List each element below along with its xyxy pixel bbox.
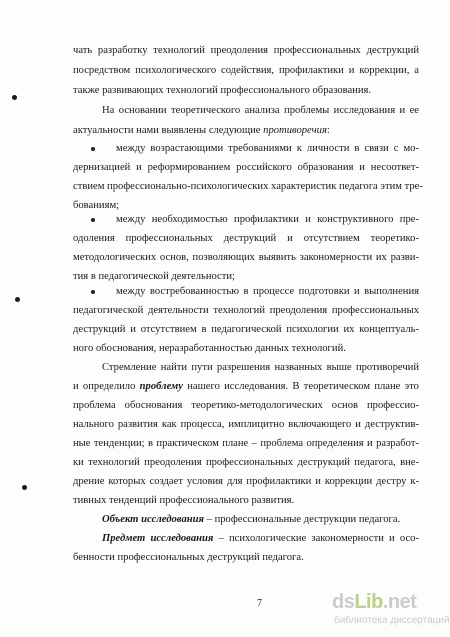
body-text-line: ки технологий преодоления профессиональных деструкций педагога, вне- <box>73 457 419 468</box>
list-item-line: между востребованностью в процессе подготовки и выполнения <box>116 286 419 297</box>
list-item-line: тия в педагогической деятельности; <box>73 271 235 282</box>
subject-text: – психологические закономерности и осо- <box>213 533 419 544</box>
bullet-icon <box>91 147 95 151</box>
body-text-line: чать разработку технологий преодоления профессиональных деструкций <box>73 45 419 56</box>
subject-term: Предмет исследования <box>102 533 214 544</box>
body-text-line: На основании теоретического анализа проблемы исследования и ее <box>102 105 419 116</box>
list-item-line: между возрастающими требованиями к личности в связи с мо- <box>116 143 419 154</box>
body-text-line: ные тенденции; в практическом плане – проблема определения и разработ- <box>73 438 419 449</box>
list-item-line: методологических основ, позволяющих выявить закономерности их разви- <box>73 252 419 263</box>
list-item-line: бованиям; <box>73 200 120 211</box>
list-item-line: дернизацией и реформированием российского образования и несоответ- <box>73 162 419 173</box>
object-term: Объект исследования <box>102 514 204 525</box>
list-item-line: ного обоснования, неразработанностью данных технологий. <box>73 343 346 354</box>
text-run: : <box>326 125 330 136</box>
object-of-study-line <box>102 513 400 526</box>
body-text-line: тивных тенденций профессионального развития. <box>73 495 295 506</box>
logo-lib: Lib <box>354 591 383 613</box>
body-text-line: нального развития как процесса, имплицитно включающего и деструктив- <box>73 419 419 430</box>
emphasized-term: проблему <box>139 381 183 392</box>
list-item-line: одоления профессиональных деструкций и отсутствием теоретико- <box>73 233 419 244</box>
body-text-line: также развивающих технологий профессионального образования. <box>73 85 372 96</box>
punch-hole-mark <box>15 297 20 302</box>
logo-net: .net <box>382 591 417 613</box>
punch-hole-mark <box>22 485 27 490</box>
body-text-line <box>73 380 419 393</box>
logo-ds: ds <box>332 591 355 613</box>
page-number: 7 <box>257 598 262 609</box>
text-run: актуальности нами выявлены следующие <box>73 125 264 136</box>
list-item-line: деструкций и отсутствием в педагогической психологии их концептуаль- <box>73 324 419 335</box>
body-text-line: Стремление найти пути разрешения названных выше противоречий <box>102 362 419 373</box>
body-text-line: посредством психологического содействия, профилактики и коррекции, а <box>73 65 419 76</box>
watermark-logo <box>332 591 450 631</box>
subject-of-study-line <box>102 532 419 545</box>
emphasized-term: противоречия <box>263 125 327 136</box>
text-run: нашего исследования. В теоретическом плане это <box>183 381 419 392</box>
body-text-line <box>73 124 330 137</box>
bullet-icon <box>91 218 95 222</box>
list-item-line: между необходимостью профилактики и конструктивного пре- <box>116 214 419 225</box>
watermark-subtitle: библиотека диссертаций <box>334 615 450 626</box>
text-run: и определило <box>73 381 140 392</box>
subject-of-study-line: бенности профессиональных деструкций педагога. <box>73 552 304 563</box>
list-item-line: ствием профессионально-психологических характеристик педагога этим тре- <box>73 181 423 192</box>
body-text-line: дрение которых создает условия для профилактики и коррекции дестру к- <box>73 476 419 487</box>
watermark-logo-text <box>332 591 416 614</box>
list-item-line: педагогической деятельности технологий преодоления профессиональных <box>73 305 419 316</box>
object-text: – профессиональные деструкции педагога. <box>204 514 401 525</box>
body-text-line: проблема обоснования теоретико-методологических основ профессио- <box>73 400 419 411</box>
bullet-icon <box>91 290 95 294</box>
punch-hole-mark <box>12 95 17 100</box>
